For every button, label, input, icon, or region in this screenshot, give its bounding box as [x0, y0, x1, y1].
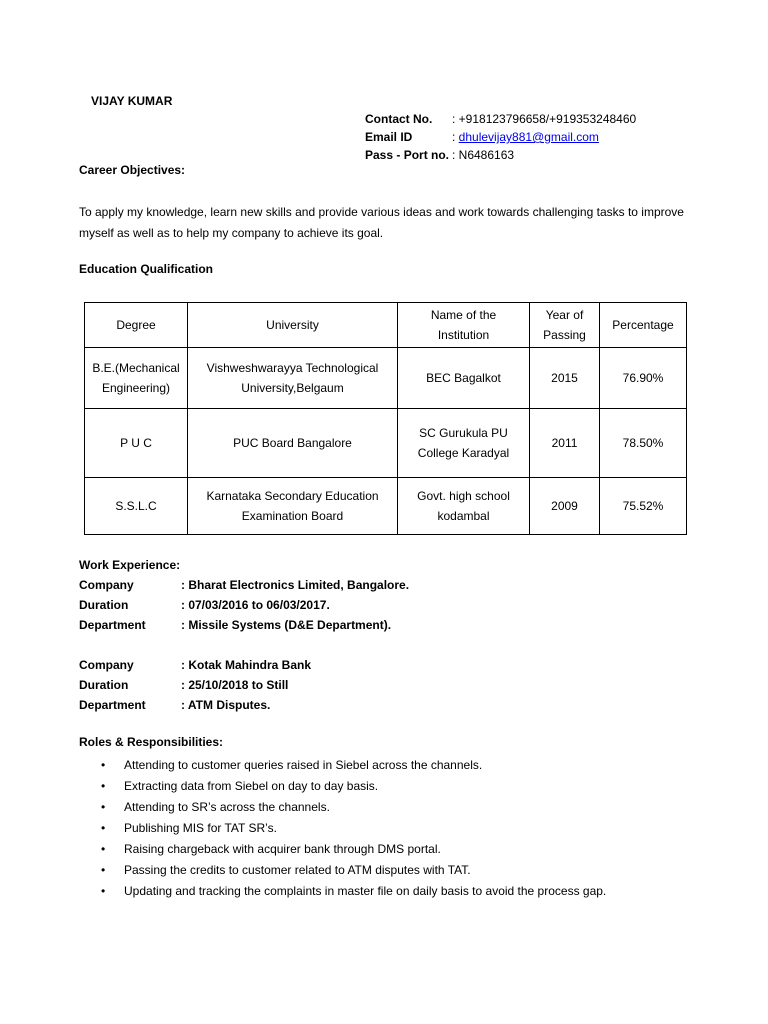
bullet-icon: • [101, 779, 106, 793]
cell-degree: P U C [85, 409, 188, 478]
job-department-row [79, 615, 409, 635]
cell-institution: Govt. high school kodambal [398, 478, 530, 535]
job-field-value: : 25/10/2018 to Still [181, 678, 289, 692]
table-row [85, 348, 687, 409]
contact-email-label: Email ID [365, 130, 413, 144]
list-item: • Attending to SR’s across the channels. [79, 797, 606, 818]
job-field-label: Duration [79, 598, 129, 612]
cell-year: 2015 [530, 348, 600, 409]
contact-email-row [365, 128, 636, 146]
cell-percentage: 78.50% [600, 409, 687, 478]
bullet-icon: • [101, 863, 106, 877]
career-heading: Career Objectives: [79, 163, 186, 177]
contact-phone-value: : +918123796658/+919353248460 [452, 112, 637, 126]
job-field-value: : 07/03/2016 to 06/03/2017. [181, 598, 330, 612]
cell-university: Karnataka Secondary Education Examination Board [188, 478, 398, 535]
job-field-value: : ATM Disputes. [181, 698, 271, 712]
contact-phone-label: Contact No. [365, 112, 433, 126]
col-header-percentage: Percentage [600, 303, 687, 348]
job-company-row [79, 575, 409, 595]
job-field-label: Duration [79, 678, 129, 692]
col-header-institution: Name of the Institution [398, 303, 530, 348]
roles-heading: Roles & Responsibilities: [79, 735, 224, 749]
table-row [85, 409, 687, 478]
cell-percentage: 75.52% [600, 478, 687, 535]
contact-block [365, 110, 636, 164]
cell-institution: BEC Bagalkot [398, 348, 530, 409]
list-item: • Updating and tracking the complaints in master file on daily basis to avoid the process gap. [79, 881, 606, 902]
roles-list [79, 755, 606, 902]
job-field-value: : Bharat Electronics Limited, Bangalore. [181, 578, 410, 592]
candidate-name: VIJAY KUMAR [91, 94, 173, 108]
education-table [84, 302, 687, 535]
job-field-value: : Kotak Mahindra Bank [181, 658, 312, 672]
job-field-label: Company [79, 658, 134, 672]
list-item: • Attending to customer queries raised in Siebel across the channels. [79, 755, 606, 776]
list-item: • Extracting data from Siebel on day to day basis. [79, 776, 606, 797]
job-department-row [79, 695, 409, 715]
job-field-label: Department [79, 618, 146, 632]
cell-year: 2009 [530, 478, 600, 535]
bullet-icon: • [101, 758, 106, 772]
list-item: • Publishing MIS for TAT SR’s. [79, 818, 606, 839]
table-row [85, 478, 687, 535]
cell-university: PUC Board Bangalore [188, 409, 398, 478]
job-duration-row [79, 595, 409, 615]
col-header-university: University [188, 303, 398, 348]
contact-passport-label: Pass - Port no. [365, 148, 450, 162]
job-duration-row [79, 675, 409, 695]
contact-email-sep: : [452, 130, 459, 144]
cell-degree: S.S.L.C [85, 478, 188, 535]
list-item: • Passing the credits to customer related to ATM disputes with TAT. [79, 860, 606, 881]
bullet-icon: • [101, 842, 106, 856]
cell-year: 2011 [530, 409, 600, 478]
contact-passport-row [365, 146, 636, 164]
job-field-label: Department [79, 698, 146, 712]
cell-institution: SC Gurukula PU College Karadyal [398, 409, 530, 478]
bullet-icon: • [101, 821, 106, 835]
cell-university: Vishweshwarayya Technological University,Belgaum [188, 348, 398, 409]
job-field-value: : Missile Systems (D&E Department). [181, 618, 392, 632]
col-header-degree: Degree [85, 303, 188, 348]
bullet-icon: • [101, 884, 106, 898]
career-text: To apply my knowledge, learn new skills and provide various ideas and work towards challenging tasks to improve myself as well as to help my company to achieve its goal. [79, 205, 684, 240]
job-company-row [79, 655, 409, 675]
contact-passport-value: : N6486163 [452, 148, 515, 162]
bullet-icon: • [101, 800, 106, 814]
job-field-label: Company [79, 578, 134, 592]
email-link[interactable]: dhulevijay881@gmail.com [458, 130, 599, 144]
cell-degree: B.E.(Mechanical Engineering) [85, 348, 188, 409]
education-heading: Education Qualification [79, 262, 214, 276]
cell-percentage: 76.90% [600, 348, 687, 409]
contact-phone-row [365, 110, 636, 128]
work-heading: Work Experience: [79, 558, 181, 572]
table-header-row [85, 303, 687, 348]
col-header-year: Year of Passing [530, 303, 600, 348]
work-experience [79, 555, 409, 715]
list-item: • Raising chargeback with acquirer bank through DMS portal. [79, 839, 606, 860]
